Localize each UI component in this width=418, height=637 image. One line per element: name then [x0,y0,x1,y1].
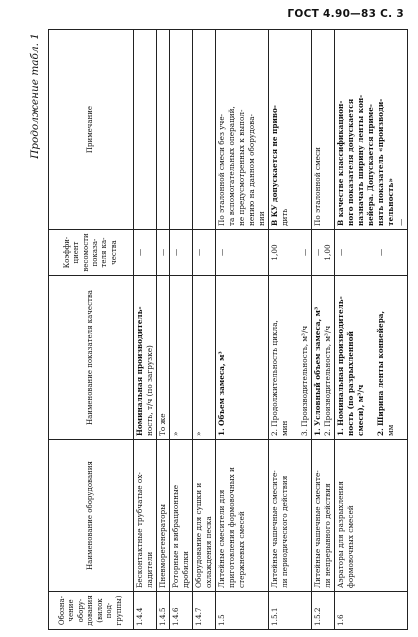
cell-line: В качестве классификацион- [336,100,345,226]
cell-line: мин [280,420,289,436]
cell-line: По эталонной смеси без уче- [217,113,226,226]
cell-line: — [313,248,322,257]
cell-coefficient [269,230,312,276]
cell-line: тельность» [386,178,395,226]
cell-coefficient [216,230,269,276]
cell-line: Оборудование для сушки и [194,482,203,588]
cell-line: Номинальная производитель- [135,306,144,436]
cell-line: 2. Ширина ленты конвейера, [376,310,385,436]
header-coefficient: Коэффи-циент весомости показа-теля ка-чества [49,230,134,276]
header-note: Примечание [49,30,134,230]
cell-coefficient [134,230,157,276]
cell-line: ность (по разрыхленной [346,331,355,436]
table-row [312,30,335,630]
cell-line [290,279,300,436]
cell-coefficient [335,230,408,276]
cell-line: вейера. Допускается приме- [366,104,375,226]
cell-line: В КУ допускается не приво- [270,105,279,226]
page-header: ГОСТ 4.90—83 С. 3 [287,8,404,20]
cell-line: приготовления формовочных и [227,467,236,588]
cell-line: То же [158,413,167,436]
cell-indicator [193,276,216,440]
cell-line: ность, т/ч (по загрузке) [145,345,154,436]
cell-line: мм [386,424,395,436]
cell-line [346,233,356,272]
cell-note [312,30,335,230]
cell-line: 1,00 [270,244,279,261]
cell-line: та вспомогательных операций, [227,106,236,226]
cell-line: Аэраторы для разрыхления [336,481,345,588]
cell-note [170,30,193,230]
cell-equipment [134,440,157,592]
cell-equipment [216,440,269,592]
cell-line: 1. Объем замеса, м³ [217,351,226,436]
cell-code [134,592,157,630]
cell-note [134,30,157,230]
header-code: Обозна-чение обору-дования (вилок под-группы) [49,592,134,630]
cell-line: ладители [145,551,154,588]
cell-line: нии [257,211,266,226]
cell-line: — [376,248,385,257]
cell-note [216,30,269,230]
cell-line [356,233,366,272]
cell-coefficient [312,230,335,276]
cell-line: 1.5.1 [270,607,279,626]
cell-coefficient [170,230,193,276]
cell-note [335,30,408,230]
cell-line: Литейные чашечные смесите- [270,470,279,588]
cell-line: ли непрерывного действия [323,483,332,588]
cell-line: — [171,248,180,257]
cell-line: — [135,248,144,257]
cell-line: 1.5 [217,614,226,626]
cell-line: 3. Производительность, м³/ч [300,325,309,436]
cell-note [193,30,216,230]
cell-line: — [336,248,345,257]
cell-line [366,279,376,436]
cell-line: дробилки [181,551,190,588]
rotated-table-page [22,27,405,630]
cell-line: 1.4.7 [194,607,203,626]
table-row [134,30,157,630]
cell-equipment [157,440,170,592]
cell-line: » [171,431,180,436]
cell-line: 1.5.2 [313,607,322,626]
cell-line: нять показатель «производи- [376,98,385,226]
cell-note [269,30,312,230]
cell-line: 1.4.4 [135,607,144,626]
table-row [157,30,170,630]
cell-line: назначать ширину ленты кон- [356,94,365,226]
cell-line: 1.4.6 [171,607,180,626]
cell-code [216,592,269,630]
header-equipment: Наименование оборудования [49,440,134,592]
table-header-row [49,30,134,630]
cell-line: ного показателя допускается [346,98,355,226]
cell-line: — [158,248,167,257]
cell-line: 1.4.5 [158,607,167,626]
cell-line: охлаждения песка [204,516,213,588]
table-row [269,30,312,630]
cell-code [269,592,312,630]
cell-line: смеси), м³/ч [356,384,365,436]
cell-line: 1. Номинальная производитель- [336,296,345,436]
cell-indicator [157,276,170,440]
cell-indicator [335,276,408,440]
cell-indicator [269,276,312,440]
table-body [134,30,408,630]
cell-line: Бесконтактные трубчатые ох- [135,472,144,588]
cell-line: формовочных смесей [346,505,355,588]
table-row [335,30,408,630]
table-row [216,30,269,630]
cell-indicator [216,276,269,440]
cell-line: — [300,248,309,257]
cell-line: стержневых смесей [237,511,246,588]
cell-line: » [194,431,203,436]
cell-line: — [217,248,226,257]
cell-indicator [312,276,335,440]
cell-code [335,592,408,630]
cell-code [193,592,216,630]
cell-line: 1. Условный объем замеса, м³ [313,306,322,436]
table-row [193,30,216,630]
cell-equipment [335,440,408,592]
cell-line: Пневморегенераторы [158,504,167,588]
cell-equipment [269,440,312,592]
table-continuation-caption: Продолжение табл. 1 [29,33,41,159]
cell-line: — [396,218,405,226]
cell-line: ли периодического действия [280,475,289,588]
cell-note [157,30,170,230]
cell-line: не предусмотренных к выпол- [237,109,246,226]
cell-coefficient [157,230,170,276]
cell-line [280,233,290,272]
cell-indicator [170,276,193,440]
cell-line: По эталонной смеси [313,147,322,226]
cell-line: 2. Продолжительность цикла, [270,320,279,436]
cell-code [170,592,193,630]
cell-line: Литейные смесители для [217,489,226,588]
header-indicator: Наименование показателя качества [49,276,134,440]
cell-equipment [193,440,216,592]
cell-line: Роторные и вибрационные [171,484,180,588]
cell-line: — [194,248,203,257]
cell-line: Литейные чашечные смесите- [313,470,322,588]
table-row [170,30,193,630]
cell-line: дить [280,208,289,226]
cell-line [366,233,376,272]
cell-code [312,592,335,630]
cell-line [290,233,300,272]
cell-line: 2. Производительность, м³/ч [323,325,332,436]
cell-equipment [312,440,335,592]
cell-line: нению на данном оборудова- [247,113,256,226]
cell-coefficient [193,230,216,276]
cell-line: 1.6 [336,614,345,626]
equipment-quality-table [48,29,408,630]
cell-line: 1,00 [323,244,332,261]
cell-equipment [170,440,193,592]
cell-indicator [134,276,157,440]
cell-code [157,592,170,630]
